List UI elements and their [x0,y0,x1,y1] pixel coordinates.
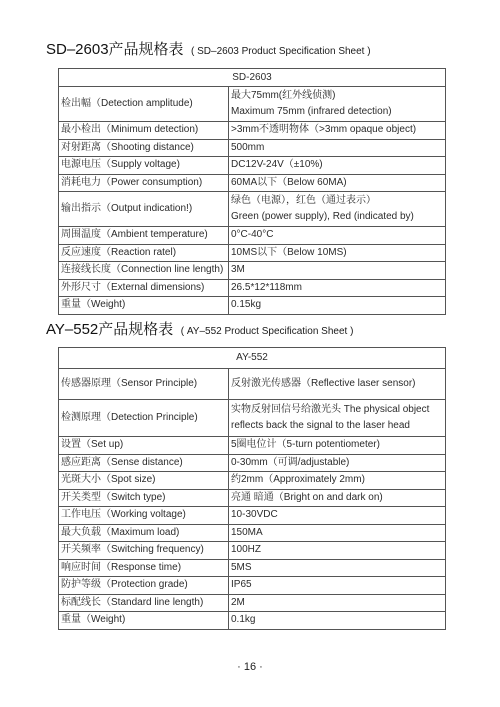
ay552-row-detection-principle [59,400,446,437]
ay552-row-sense-distance [59,454,446,472]
spec-value: 亮通 暗通（Bright on and dark on) [229,489,446,507]
spec-label: 周围温度（Ambient temperature) [59,227,229,245]
spec-value: 60MA以下（Below 60MA) [229,174,446,192]
spec-value: DC12V-24V（±10%) [229,157,446,175]
spec-value: >3mm不透明物体（>3mm opaque object) [229,122,446,140]
spec-label: 消耗电力（Power consumption) [59,174,229,192]
spec-value: 0°C-40°C [229,227,446,245]
spec-label: 工作电压（Working voltage) [59,507,229,525]
spec-label: 光斑大小（Spot size) [59,472,229,490]
title-subtitle: ( AY–552 Product Specification Sheet ) [180,326,354,337]
spec-label: 检测原理（Detection Principle) [59,400,229,437]
spec-value: 26.5*12*118mm [229,279,446,297]
spec-value: 0.1kg [229,612,446,630]
table-header-row [59,348,446,369]
ay552-row-switch-type [59,489,446,507]
ay552-row-standard-line-length [59,594,446,612]
spec-label: 重量（Weight) [59,297,229,315]
spec-value: 500mm [229,139,446,157]
sd2603-row-external-dimensions [59,279,446,297]
spec-label: 检出幅（Detection amplitude) [59,87,229,122]
spec-label: 连接线长度（Connection line length) [59,262,229,280]
sd2603-row-ambient-temperature [59,227,446,245]
ay552-row-response-time [59,559,446,577]
spec-value: 5MS [229,559,446,577]
sd2603-row-shooting-distance [59,139,446,157]
title-subtitle: ( SD–2603 Product Specification Sheet ) [191,46,371,57]
table-header-model: SD-2603 [59,69,446,87]
ay552-row-sensor-principle [59,369,446,400]
section-title-ay552 [46,321,353,341]
ay552-row-working-voltage [59,507,446,525]
spec-label: 标配线长（Standard line length) [59,594,229,612]
title-main: SD–2603产品规格表 [46,41,184,58]
ay552-row-switching-frequency [59,542,446,560]
spec-label: 防护等级（Protection grade) [59,577,229,595]
spec-value-line: 最大75mm(红外线侦测) [231,89,336,101]
spec-label: 重量（Weight) [59,612,229,630]
spec-value: 0.15kg [229,297,446,315]
spec-value-line: Green (power supply), Red (indicated by) [231,211,414,222]
sd2603-row-weight [59,297,446,315]
spec-value [229,400,446,437]
spec-value: 10-30VDC [229,507,446,525]
ay552-row-protection-grade [59,577,446,595]
spec-label: 最大负载（Maximum load) [59,524,229,542]
spec-value-line: reflects back the signal to the laser head [231,420,410,431]
spec-value: 反射激光传感器（Reflective laser sensor) [229,369,446,400]
sd2603-row-reaction-rate [59,244,446,262]
spec-value-line: 绿色（电源），红色（通过表示） [231,194,376,206]
spec-value: 3M [229,262,446,280]
spec-label: 输出指示（Output indication!) [59,192,229,227]
sd2603-row-detection-amplitude [59,87,446,122]
spec-value: 150MA [229,524,446,542]
spec-label: 开关频率（Switching frequency) [59,542,229,560]
page-number: · 16 · [237,661,263,673]
spec-value: 0-30mm（可调/adjustable) [229,454,446,472]
spec-label: 设置（Set up) [59,437,229,455]
spec-label: 外形尺寸（External dimensions) [59,279,229,297]
spec-value: IP65 [229,577,446,595]
title-main: AY–552产品规格表 [46,321,174,338]
ay552-row-set-up [59,437,446,455]
sd2603-row-output-indication [59,192,446,227]
spec-value [229,192,446,227]
spec-label: 响应时间（Response time) [59,559,229,577]
sd2603-row-power-consumption [59,174,446,192]
sd2603-row-supply-voltage [59,157,446,175]
spec-label: 反应速度（Reaction ratel) [59,244,229,262]
ay552-row-weight [59,612,446,630]
spec-label: 开关类型（Switch type) [59,489,229,507]
sd2603-row-minimum-detection [59,122,446,140]
table-header-row [59,69,446,87]
ay552-row-spot-size [59,472,446,490]
spec-label: 最小检出（Minimum detection) [59,122,229,140]
spec-value: 约2mm（Approximately 2mm) [229,472,446,490]
spec-table-sd2603 [58,68,446,315]
spec-label: 传感器原理（Sensor Principle) [59,369,229,400]
spec-value [229,87,446,122]
spec-value: 2M [229,594,446,612]
spec-value: 10MS以下（Below 10MS) [229,244,446,262]
section-title-sd2603 [46,41,371,61]
table-header-model: AY-552 [59,348,446,369]
spec-value-line: 实物反射回信号给激光头 The physical object [231,403,430,415]
spec-label: 感应距离（Sense distance) [59,454,229,472]
ay552-row-maximum-load [59,524,446,542]
spec-table-ay552 [58,347,446,630]
spec-value: 5圈电位计（5-turn potentiometer) [229,437,446,455]
spec-label: 电源电压（Supply voltage) [59,157,229,175]
sd2603-row-connection-line-length [59,262,446,280]
spec-label: 对射距离（Shooting distance) [59,139,229,157]
spec-value: 100HZ [229,542,446,560]
spec-value-line: Maximum 75mm (infrared detection) [231,106,392,117]
